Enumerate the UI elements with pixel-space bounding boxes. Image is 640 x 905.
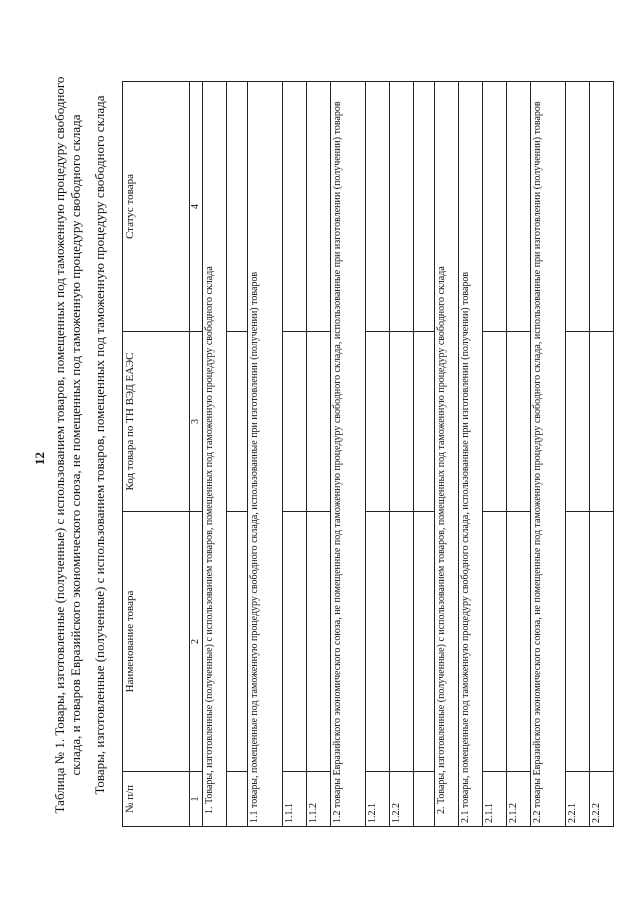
blank-row	[227, 82, 248, 827]
table-row	[483, 82, 507, 827]
cell-status	[283, 82, 307, 332]
cell-code	[566, 332, 590, 512]
table-row	[507, 82, 531, 827]
column-number: 3	[190, 332, 203, 512]
header-num: № п/п	[123, 772, 190, 827]
row-number: 2.2.1	[566, 772, 590, 827]
section-row	[459, 82, 483, 827]
cell-name	[283, 512, 307, 772]
table-row	[283, 82, 307, 827]
header-name: Наименование товара	[123, 512, 190, 772]
row-number: 2.1.1	[483, 772, 507, 827]
section-row	[331, 82, 366, 827]
cell-status	[507, 82, 531, 332]
row-number: 1.1.1	[283, 772, 307, 827]
section-1-1-heading: 1.1 товары, помещенные под таможенную процедуру свободного склада, использованные при изготовлении (получении) товаров	[248, 82, 283, 827]
cell-name	[390, 512, 414, 772]
table-row	[307, 82, 331, 827]
section-2-1-heading: 2.1 товары, помещенные под таможенную процедуру свободного склада, использованные при изготовлении (получении) товаров	[459, 82, 483, 827]
table-header-row	[123, 82, 190, 827]
cell-status	[307, 82, 331, 332]
cell-code	[283, 332, 307, 512]
cell-status	[390, 82, 414, 332]
section-1-heading: 1. Товары, изготовленные (полученные) с использованием товаров, помещенных под таможенную процедуру свободного склада	[203, 82, 227, 827]
cell-code	[507, 332, 531, 512]
table-row	[566, 82, 590, 827]
cell-code	[307, 332, 331, 512]
cell-name	[590, 512, 614, 772]
cell-name	[366, 512, 390, 772]
row-number: 2.1.2	[507, 772, 531, 827]
cell-status	[566, 82, 590, 332]
section-row	[248, 82, 283, 827]
cell-name	[307, 512, 331, 772]
table-title: Таблица № 1. Товары, изготовленные (полученные) с использованием товаров, помещенных под таможенную процедуру свободного склада, и товаров Евразийского экономического союза, не помещенных под таможенную процедуру свободного склада	[52, 76, 83, 814]
section-1-2-heading: 1.2 товары Евразийского экономического союза, не помещенные под таможенную процедуру свободного склада, использованные при изготовлении (получении) товаров	[331, 82, 366, 827]
column-number: 2	[190, 512, 203, 772]
table-subtitle: Товары, изготовленные (полученные) с использованием товаров, помещенных под таможенную процедуру свободного склада	[92, 95, 107, 795]
column-number: 1	[190, 772, 203, 827]
header-status: Статус товара	[123, 82, 190, 332]
cell-name	[507, 512, 531, 772]
section-row	[435, 82, 459, 827]
cell-status	[590, 82, 614, 332]
row-number: 1.2.2	[390, 772, 414, 827]
section-2-heading: 2. Товары, изготовленные (полученные) с использованием товаров, помещенных под таможенную процедуру свободного склада	[435, 82, 459, 827]
cell-code	[390, 332, 414, 512]
cell-code	[590, 332, 614, 512]
section-row	[531, 82, 566, 827]
table-row	[390, 82, 414, 827]
table-row	[590, 82, 614, 827]
header-code: Код товара по ТН ВЭД ЕАЭС	[123, 332, 190, 512]
cell-name	[566, 512, 590, 772]
column-number: 4	[190, 82, 203, 332]
blank-row	[414, 82, 435, 827]
cell-code	[366, 332, 390, 512]
section-2-2-heading: 2.2 товары Евразийского экономического союза, не помещенные под таможенную процедуру свободного склада, использованные при изготовлении (получении) товаров	[531, 82, 566, 827]
table-row	[366, 82, 390, 827]
column-numbers-row	[190, 82, 203, 827]
section-row	[203, 82, 227, 827]
row-number: 1.2.1	[366, 772, 390, 827]
cell-status	[483, 82, 507, 332]
cell-code	[483, 332, 507, 512]
cell-name	[483, 512, 507, 772]
row-number: 2.2.2	[590, 772, 614, 827]
goods-table	[122, 81, 614, 827]
row-number: 1.1.2	[307, 772, 331, 827]
page-number: 12	[32, 452, 47, 465]
cell-status	[366, 82, 390, 332]
